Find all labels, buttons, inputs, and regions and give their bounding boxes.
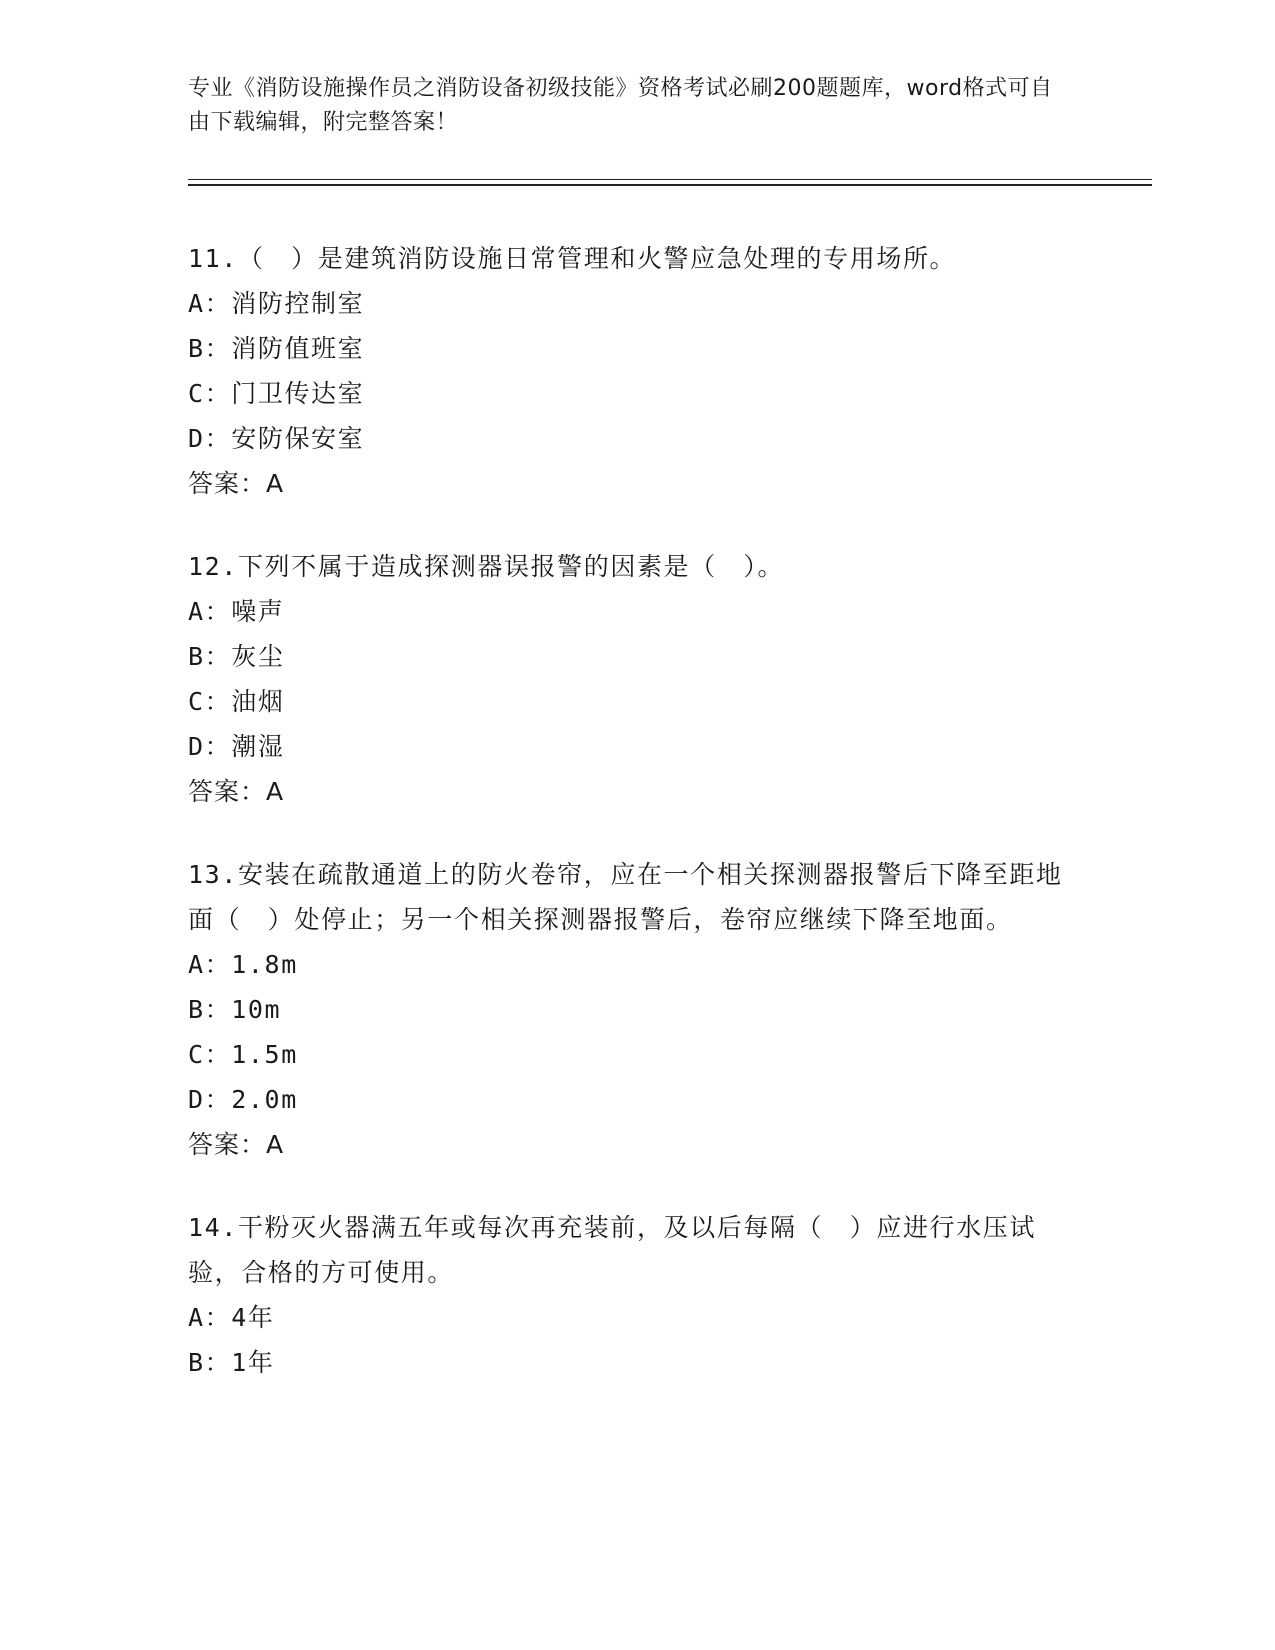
document-header bbox=[188, 72, 1068, 140]
option-d: D：潮湿 bbox=[188, 732, 285, 761]
question-14 bbox=[188, 1205, 1088, 1385]
option-d: D：安防保安室 bbox=[188, 424, 365, 453]
question-stem: 13.安装在疏散通道上的防火卷帘，应在一个相关探测器报警后下降至距地面（ ）处停止；另一个相关探测器报警后，卷帘应继续下降至地面。 bbox=[188, 860, 1063, 934]
answer-line: 答案：A bbox=[188, 1130, 285, 1159]
option-b: B：10m bbox=[188, 995, 282, 1024]
header-title: 专业《消防设施操作员之消防设备初级技能》资格考试必刷200题题库，word格式可自由下载编辑，附完整答案！ bbox=[188, 76, 1053, 135]
option-b: B：灰尘 bbox=[188, 642, 285, 671]
question-stem: 12.下列不属于造成探测器误报警的因素是（ ）。 bbox=[188, 552, 785, 581]
option-c: C：油烟 bbox=[188, 687, 285, 716]
option-b: B：1年 bbox=[188, 1348, 275, 1377]
question-list bbox=[188, 236, 1088, 1423]
answer-line: 答案：A bbox=[188, 777, 285, 806]
answer-line: 答案：A bbox=[188, 469, 285, 498]
option-d: D：2.0m bbox=[188, 1085, 298, 1114]
header-divider-bottom bbox=[188, 184, 1152, 186]
header-divider-top bbox=[188, 179, 1152, 180]
option-a: A：4年 bbox=[188, 1303, 275, 1332]
option-c: C：门卫传达室 bbox=[188, 379, 365, 408]
option-a: A：消防控制室 bbox=[188, 289, 365, 318]
question-13 bbox=[188, 852, 1088, 1167]
question-11 bbox=[188, 236, 1088, 506]
question-stem: 14.干粉灭火器满五年或每次再充装前，及以后每隔（ ）应进行水压试验，合格的方可使用。 bbox=[188, 1213, 1036, 1287]
option-a: A：1.8m bbox=[188, 950, 298, 979]
option-b: B：消防值班室 bbox=[188, 334, 365, 363]
option-c: C：1.5m bbox=[188, 1040, 298, 1069]
option-a: A：噪声 bbox=[188, 597, 285, 626]
question-12 bbox=[188, 544, 1088, 814]
question-stem: 11.（ ）是建筑消防设施日常管理和火警应急处理的专用场所。 bbox=[188, 244, 957, 273]
